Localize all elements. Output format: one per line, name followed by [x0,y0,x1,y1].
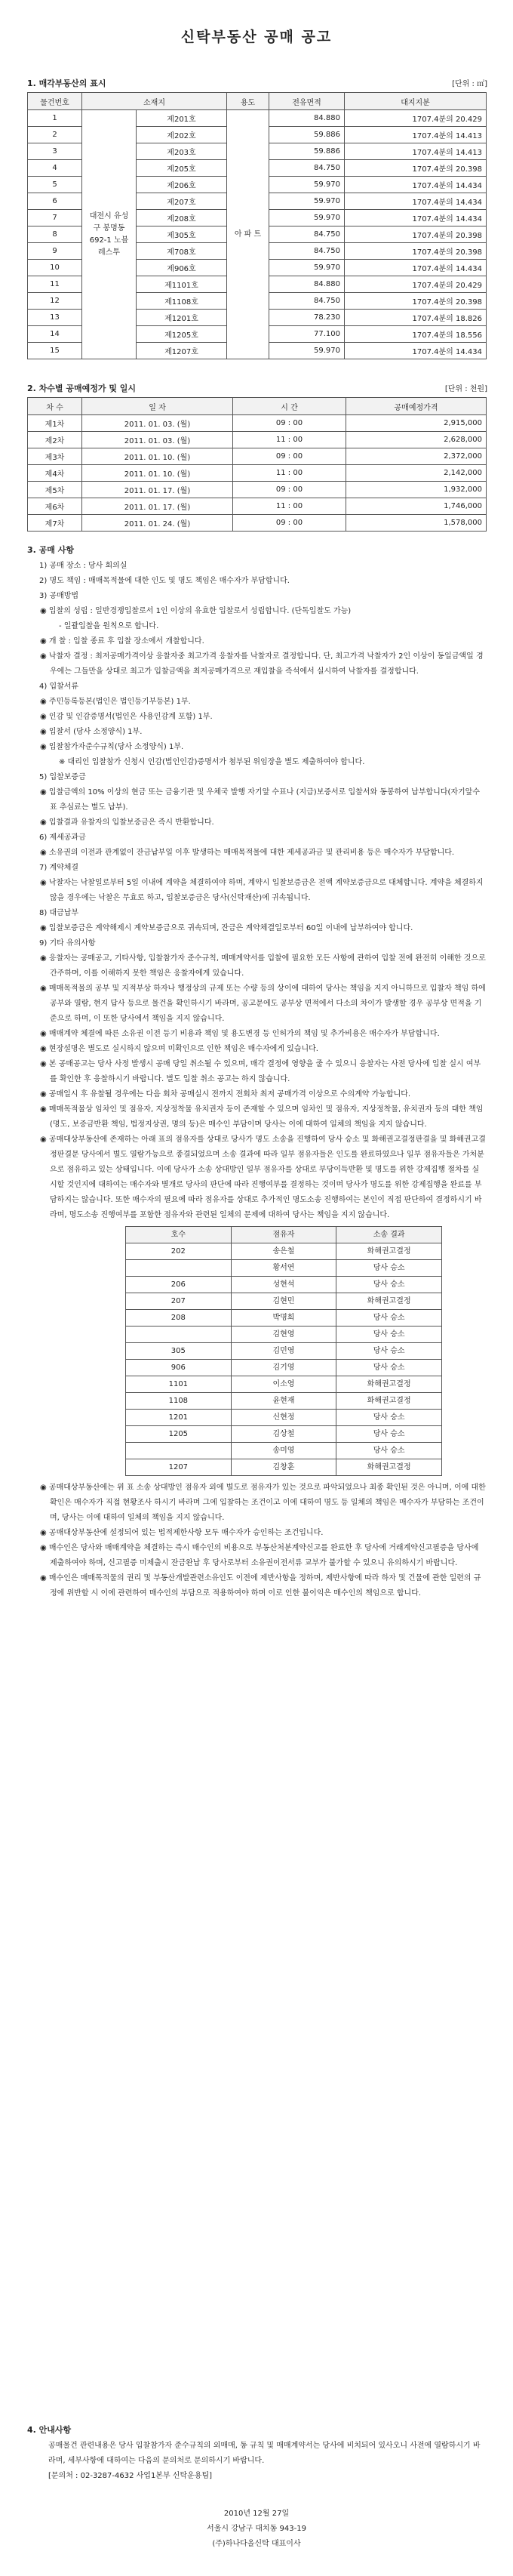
item-number: 5 [28,177,82,193]
unit-number: 제1201호 [137,310,227,326]
notice-title: 신탁부동산 공매 공고 [180,29,333,45]
reserve-price: 2,915,000 [346,415,487,432]
occupant-table-header [126,1227,442,1243]
unit-number: 제1101호 [137,276,227,293]
item-number: 3 [28,143,82,160]
term-line: 1) 공매 장소 : 당사 회의실 [39,562,127,570]
table-row [126,1393,442,1410]
occupant-table [125,1226,442,1476]
occupant-name: 김현민 [231,1293,336,1310]
exclusive-area: 59.970 [269,193,345,210]
land-share: 1707.4분의 14.434 [345,193,487,210]
exclusive-area: 78.230 [269,310,345,326]
unit-number: 제708호 [137,243,227,260]
table-row [28,415,487,432]
unit-number: 제202호 [137,127,227,143]
term-line: ◉ 낙찰자 결정 : 최저공매가격이상 응찰자중 최고가격 응찰자를 낙찰자로 결정합니다. 단, 최고가격 낙찰자가 2인 이상이 동일금액일 경우에는 그들만을 상대로 최고가 입찰금액을 최저공매가격으로 재입찰을 즉석에서 실시하여 낙찰자를 결정합니다. [40,652,484,676]
term-line: ◉ 응찰자는 공매공고, 기타사항, 입찰참가자 준수규칙, 매매계약서를 입찰에 필요한 모든 사항에 관하여 입찰 전에 완전히 이해한 것으로 간주하며, 이를 이해하지 못한 책임은 응찰자에게 있습니다. [40,954,486,978]
table-row [28,448,487,465]
table-row [28,482,487,498]
occupant-name: 김기영 [231,1360,336,1376]
unit-number: 305 [126,1343,232,1360]
auction-date: 2011. 01. 17. (월) [82,482,233,498]
lawsuit-result: 당사 승소 [336,1360,442,1376]
lawsuit-result: 당사 승소 [336,1443,442,1459]
table-row [28,432,487,448]
unit-number: 제1207호 [137,343,227,359]
occupant-name: 김상철 [231,1426,336,1443]
table-row [126,1243,442,1260]
item-number: 11 [28,276,82,293]
col-header: 소송 결과 [336,1227,442,1243]
col-header: 용도 [227,93,269,110]
schedule-table [27,397,487,532]
unit-number: 제203호 [137,143,227,160]
land-share: 1707.4분의 20.398 [345,226,487,243]
term-line: ◉ 입찰결과 유찰자의 입찰보증금은 즉시 반환합니다. [40,818,214,827]
term-line: ◉ 본 공매공고는 당사 사정 발생시 공매 당일 취소될 수 있으며, 매각 결정에 영향을 줄 수 있으니 응찰자는 사전 당사에 입찰 실시 여부를 확인한 후 응찰하시기 바랍니다. 별도 입찰 취소 공고는 하지 않습니다. [40,1060,481,1083]
table-row [126,1327,442,1343]
lawsuit-result: 당사 승소 [336,1426,442,1443]
auction-date: 2011. 01. 17. (월) [82,498,233,515]
round-label: 제4차 [28,465,82,482]
section-2-unit: [단위 : 천원] [444,385,487,393]
auction-time: 11 : 00 [233,432,346,448]
auction-time: 09 : 00 [233,448,346,465]
reserve-price: 1,746,000 [346,498,487,515]
item-number: 10 [28,260,82,276]
exclusive-area: 84.750 [269,160,345,177]
exclusive-area: 77.100 [269,326,345,343]
land-share: 1707.4분의 14.434 [345,260,487,276]
item-number: 4 [28,160,82,177]
term-line: ◉ 입찰금액의 10% 이상의 현금 또는 금융기관 및 우체국 발행 자기앞 수표나 (지급)보증서로 입찰서와 동봉하여 납부합니다(자기앞수표 추심료는 별도 납부). [40,788,480,812]
reserve-price: 2,628,000 [346,432,487,448]
auction-date: 2011. 01. 10. (월) [82,448,233,465]
table-row [126,1260,442,1277]
lawsuit-result: 화해권고결정 [336,1376,442,1393]
occupant-name: 송은철 [231,1243,336,1260]
term-line: 2) 명도 책임 : 매매목적물에 대한 인도 및 명도 책임은 매수자가 부담합니다. [39,577,290,585]
term-line: ◉ 소유권의 이전과 관계없이 잔금납부일 이후 발생하는 매매목적물에 대한 제세공과금 및 관리비용 등은 매수자가 부담합니다. [40,849,455,857]
col-header: 시 간 [233,398,346,415]
land-share: 1707.4분의 20.398 [345,160,487,177]
exclusive-area: 84.750 [269,226,345,243]
unit-number: 1201 [126,1410,232,1426]
land-share: 1707.4분의 18.826 [345,310,487,326]
auction-time: 11 : 00 [233,498,346,515]
term-line: ◉ 매매목적물의 공부 및 지적부상 하자나 행정상의 규제 또는 수량 등의 상이에 대하여 당사는 책임을 지지 아니하므로 입찰자 책임 하에 공부와 열람, 현지 답사 등으로 물건을 확인하시기 바라며, 공고문에도 공부상 면적에서 다소의 차이가 발생할 경우 공부상 면적을 기준으로 하며, 이 또한 당사에서 책임을 지지 않습니다. [40,984,486,1023]
auction-date: 2011. 01. 10. (월) [82,465,233,482]
section-4-heading: 4. 안내사항 [27,2425,72,2435]
location-cell: 대전시 유성구 봉명동 692-1 노블레스투 [82,110,137,359]
term-line: ◉ 공매대상부동산에 존재하는 아래 표의 점유자를 상대로 당사가 명도 소송을 진행하여 당사 승소 및 화해권고결정판결을 및 화해권고결정판결문 당사에서 별도 열람가능으로 종결되었으며 소송 결과에 따라 일부 점유자들은 인도를 완료하였으나 일부 점유자들은 가처분으로 점유하고 있는 상태입니다. 이에 당사가 소송 상대방인 일부 점유자를 상대로 부당이득반환 및 명도를 위한 강제집행 절차를 실시할 것인지에 대하여는 매수자와 별개로 당사의 판단에 따라 진행여부를 결정하는 것이며 당사가 명도를 위한 강제집행을 완료를 부담하지는 않습니다. 또한 매수자의 필요에 따라 점유자를 상대로 추가적인 명도소송 진행하여는 본인이 직접 판단하여 결정하시기 바라며, 명도소송 진행여부를 포함한 점유자와 관련된 일체의 문제에 대하여 당사는 책임을 지지 않습니다. [40,1135,486,1219]
guidance-block [27,2439,486,2484]
property-table [27,92,487,359]
lawsuit-result: 화해권고결정 [336,1243,442,1260]
round-label: 제7차 [28,515,82,532]
reserve-price: 2,372,000 [346,448,487,465]
occupant-name: 윤현재 [231,1393,336,1410]
item-number: 7 [28,210,82,226]
term-line: ◉ 공매대상부동산에는 위 표 소송 상대방인 점유자 외에 별도로 점유자가 있는 것으로 파악되었으나 최종 확인된 것은 아니며, 이에 대한 확인은 매수자가 직접 현황조사 하시기 바라며 그에 입찰하는 조건이고 이에 대하여 명도 등 일체의 책임은 매수자가 부담하는 조건이며, 당사는 이에 대하여 일체의 책임을 지지 않습니다. [40,1484,486,1522]
auction-date: 2011. 01. 03. (월) [82,432,233,448]
land-share: 1707.4분의 20.429 [345,276,487,293]
term-line: ◉ 현장설명은 별도로 실시하지 않으며 미확인으로 인한 책임은 매수자에게 있습니다. [40,1045,318,1053]
occupant-name: 성현석 [231,1277,336,1293]
auction-time: 09 : 00 [233,515,346,532]
item-number: 1 [28,110,82,127]
land-share: 1707.4분의 20.398 [345,243,487,260]
term-line: ◉ 입찰참가자준수규칙(당사 소정양식) 1부. [40,743,184,751]
term-line: ◉ 매수인은 매매목적물의 권리 및 부동산개발관련소유인도 이전에 제반사항을 정하며, 제반사항에 따라 하자 및 건물에 관한 일련의 규정에 위반할 시 이에 관련하여 매수인의 부담으로 적용하여야 하며 이로 인한 불이익은 매수인의 책임으로 합니다. [40,1574,481,1598]
auction-terms [27,559,486,1601]
table-row [126,1343,442,1360]
table-row [28,515,487,532]
auction-time: 09 : 00 [233,482,346,498]
exclusive-area: 84.750 [269,243,345,260]
unit-number: 1205 [126,1426,232,1443]
item-number: 15 [28,343,82,359]
lawsuit-result: 당사 승소 [336,1327,442,1343]
term-line: ※ 대리인 입찰참가 신청시 인감(법인인감)증명서가 첨부된 위임장을 별도 제출하여야 합니다. [59,758,365,766]
unit-number: 1108 [126,1393,232,1410]
col-header: 소재지 [82,93,227,110]
round-label: 제2차 [28,432,82,448]
land-share: 1707.4분의 14.434 [345,343,487,359]
section-3-heading: 3. 공매 사항 [27,545,74,555]
term-line: ◉ 입찰의 성립 : 일반경쟁입찰로서 1인 이상의 유효한 입찰로서 성립합니다. (단독입찰도 가능) [40,607,352,615]
table-row [126,1293,442,1310]
round-label: 제6차 [28,498,82,515]
term-line: ◉ 입찰보증금은 계약해제시 계약보증금으로 귀속되며, 잔금은 계약체결일로부터 60일 이내에 납부하여야 합니다. [40,924,413,932]
notice-footer [0,2507,513,2552]
occupant-name: 황서연 [231,1260,336,1277]
land-share: 1707.4분의 14.413 [345,127,487,143]
term-line: ◉ 매매목적물상 임차인 및 점유자, 지상정착물 유치권자 등이 존재할 수 있으며 임차인 및 점유자, 지상정착물, 유치권자 등의 대한 책임(명도, 보증금반환 책임, 법정지상권, 명의 등)은 매수인 부담이며 당사는 이에 대하여 일체의 책임을 지지 않습니다. [40,1105,484,1129]
unit-number: 206 [126,1277,232,1293]
term-line: ◉ 낙찰자는 낙찰일로부터 5일 이내에 계약을 체결하여야 하며, 계약시 입찰보증금은 전액 계약보증금으로 대체합니다. 계약을 체결하지 않을 경우에는 낙찰은 무효로 하고, 입찰보증금은 당사(신탁재산)에 귀속됩니다. [40,879,484,902]
item-number: 6 [28,193,82,210]
term-line: 9) 기타 유의사항 [39,939,96,948]
col-header: 물건번호 [28,93,82,110]
term-line: 8) 대금납부 [39,909,79,917]
auction-time: 11 : 00 [233,465,346,482]
term-line: 4) 입찰서류 [39,683,79,691]
item-number: 13 [28,310,82,326]
unit-number [126,1443,232,1459]
unit-number: 1207 [126,1459,232,1476]
auction-time: 09 : 00 [233,415,346,432]
term-line: 7) 계약체결 [39,864,79,872]
unit-number: 제201호 [137,110,227,127]
contact-line: [문의처 : 02-3287-4632 사업1본부 신탁운용팀] [48,2472,213,2480]
guidance-text: 공매물건 관련내용은 당사 입찰참가자 준수규칙의 외매매, 동 규칙 및 매매계약서는 당사에 비치되어 있사오니 사전에 열람하시기 바라며, 세부사항에 대하여는 다음의 문의처로 문의하시기 바랍니다. [48,2442,481,2465]
auction-date: 2011. 01. 24. (월) [82,515,233,532]
round-label: 제1차 [28,415,82,432]
table-row [126,1443,442,1459]
item-number: 14 [28,326,82,343]
item-number: 12 [28,293,82,310]
table-row [126,1376,442,1393]
lawsuit-result: 당사 승소 [336,1260,442,1277]
table-row [126,1360,442,1376]
land-share: 1707.4분의 20.429 [345,110,487,127]
unit-number [126,1260,232,1277]
col-header: 전유면적 [269,93,345,110]
land-share: 1707.4분의 14.413 [345,143,487,160]
occupant-name: 송미영 [231,1443,336,1459]
exclusive-area: 84.880 [269,276,345,293]
auction-date: 2011. 01. 03. (월) [82,415,233,432]
notice-date: 2010년 12월 27일 [223,2510,290,2518]
exclusive-area: 59.886 [269,127,345,143]
term-line: ◉ 공매일시 후 유찰될 경우에는 다음 회차 공매실시 전까지 전회차 최저 공매가격 이상으로 수의계약 가능합니다. [40,1090,411,1098]
unit-number: 제1205호 [137,326,227,343]
unit-number: 202 [126,1243,232,1260]
property-table-header [28,93,487,110]
land-share: 1707.4분의 20.398 [345,293,487,310]
lawsuit-result: 당사 승소 [336,1310,442,1327]
usage-cell: 아 파 트 [227,110,269,359]
lawsuit-result: 화해권고결정 [336,1459,442,1476]
item-number: 2 [28,127,82,143]
col-header: 차 수 [28,398,82,415]
occupant-name: 이소영 [231,1376,336,1393]
round-label: 제3차 [28,448,82,465]
unit-number: 제207호 [137,193,227,210]
unit-number: 207 [126,1293,232,1310]
col-header: 공매예정가격 [346,398,487,415]
term-line: - 일괄입찰을 원칙으로 합니다. [59,622,159,630]
table-row [28,498,487,515]
term-line: ◉ 매수인은 당사와 매매계약을 체결하는 즉시 매수인의 비용으로 부동산처분계약신고를 완료한 후 당사에 거래계약신고필증을 당사에 제출하여야 하며, 신고필증 미제출시 잔금완납 후 당사로부터 소유권이전서류 교부가 불가할 수 있으니 유의하시기 바랍니다. [40,1544,479,1567]
table-row [126,1410,442,1426]
exclusive-area: 59.970 [269,210,345,226]
term-line: ◉ 인감 및 인감증명서(법인은 사용인감계 포함) 1부. [40,713,213,721]
lawsuit-result: 당사 승소 [336,1410,442,1426]
unit-number: 제305호 [137,226,227,243]
section-2-heading: 2. 차수별 공매예정가 및 일시 [27,384,137,393]
exclusive-area: 84.750 [269,293,345,310]
unit-number: 1101 [126,1376,232,1393]
unit-number: 제205호 [137,160,227,177]
lawsuit-result: 화해권고결정 [336,1393,442,1410]
occupant-name: 박명희 [231,1310,336,1327]
land-share: 1707.4분의 18.556 [345,326,487,343]
term-line: 6) 제세공과금 [39,834,86,842]
unit-number: 208 [126,1310,232,1327]
exclusive-area: 59.970 [269,343,345,359]
reserve-price: 2,142,000 [346,465,487,482]
exclusive-area: 59.970 [269,177,345,193]
col-header: 대지지분 [345,93,487,110]
unit-number: 제906호 [137,260,227,276]
exclusive-area: 59.886 [269,143,345,160]
land-share: 1707.4분의 14.434 [345,210,487,226]
term-line: ◉ 입찰서 (당사 소정양식) 1부. [40,728,143,736]
term-line: 5) 입찰보증금 [39,773,86,781]
unit-number: 제1108호 [137,293,227,310]
table-row [126,1310,442,1327]
exclusive-area: 59.970 [269,260,345,276]
col-header: 점유자 [231,1227,336,1243]
table-row [28,465,487,482]
company-name: (주)하나다올신탁 대표이사 [212,2540,301,2548]
section-1-unit: [단위 : ㎡] [452,80,487,88]
reserve-price: 1,578,000 [346,515,487,532]
unit-number: 906 [126,1360,232,1376]
term-line: 3) 공매방법 [39,592,79,600]
company-address: 서울시 강남구 대치동 943-19 [207,2525,306,2533]
col-header: 호수 [126,1227,232,1243]
unit-number [126,1327,232,1343]
term-line: ◉ 공매대상부동산에 설정되어 있는 법적제한사항 모두 매수자가 승인하는 조건입니다. [40,1529,324,1537]
unit-number: 제206호 [137,177,227,193]
occupant-name: 김현영 [231,1327,336,1343]
col-header: 일 자 [82,398,233,415]
round-label: 제5차 [28,482,82,498]
lawsuit-result: 당사 승소 [336,1277,442,1293]
table-row [28,110,487,127]
term-line: ◉ 개 찰 : 입찰 종료 후 입찰 장소에서 개찰합니다. [40,637,204,646]
occupant-name: 김창훈 [231,1459,336,1476]
table-row [126,1277,442,1293]
term-line: ◉ 주민등록등본(법인은 법인등기부등본) 1부. [40,698,191,706]
item-number: 9 [28,243,82,260]
occupant-name: 신현정 [231,1410,336,1426]
term-line: ◉ 매매계약 체결에 따른 소유권 이전 등기 비용과 책임 및 용도변경 등 인허가의 책임 및 추가비용은 매수자가 부담합니다. [40,1030,440,1038]
section-1-heading: 1. 매각부동산의 표시 [27,79,106,88]
occupant-name: 김민영 [231,1343,336,1360]
land-share: 1707.4분의 14.434 [345,177,487,193]
table-row [126,1426,442,1443]
table-row [126,1459,442,1476]
reserve-price: 1,932,000 [346,482,487,498]
lawsuit-result: 화해권고결정 [336,1293,442,1310]
exclusive-area: 84.880 [269,110,345,127]
lawsuit-result: 당사 승소 [336,1343,442,1360]
schedule-table-header [28,398,487,415]
item-number: 8 [28,226,82,243]
unit-number: 제208호 [137,210,227,226]
